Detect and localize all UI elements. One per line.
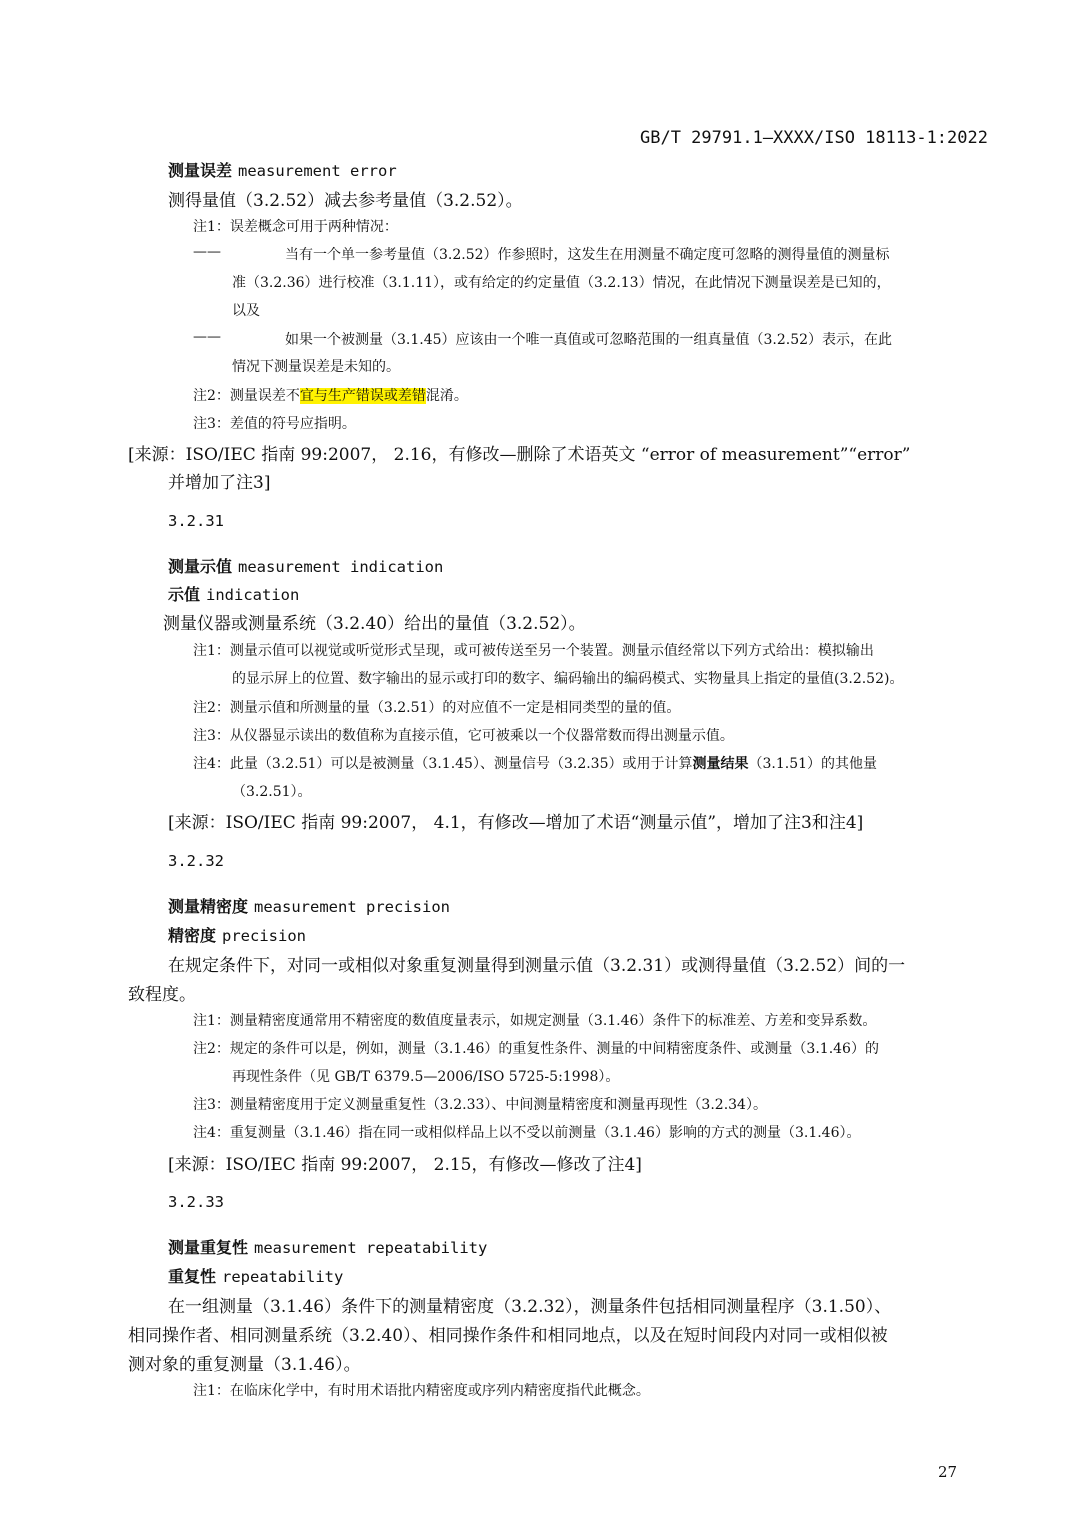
term-en: precision xyxy=(222,927,307,945)
term-heading xyxy=(168,158,397,181)
note: 注3：差值的符号应指明。 xyxy=(193,416,356,432)
note: 注1：误差概念可用于两种情况： xyxy=(193,219,398,235)
term-en: measurement error xyxy=(238,162,397,180)
source-citation: 并增加了注3] xyxy=(168,473,271,493)
note: 注2：规定的条件可以是，例如，测量（3.1.46）的重复性条件、测量的中间精密度条件、或测量（3.1.46）的 xyxy=(193,1041,879,1057)
note: 注1：测量精密度通常用不精密度的数值度量表示，如规定测量（3.1.46）条件下的标准差、方差和变异系数。 xyxy=(193,1013,877,1029)
highlighted-text: 宜与生产错误或差错 xyxy=(299,388,426,404)
note: 注1：在临床化学中，有时用术语批内精密度或序列内精密度指代此概念。 xyxy=(193,1383,650,1399)
note-text: 注2：测量误差不 xyxy=(193,388,300,404)
note-text: 准（3.2.36）进行校准（3.1.11），或有给定的约定量值（3.2.13）情况，在此情况下测量误差是已知的， xyxy=(232,275,891,291)
note-text: 注4：此量（3.2.51）可以是被测量（3.1.45）、测量信号（3.2.35）或用于计算 xyxy=(193,756,693,772)
term-en: measurement repeatability xyxy=(254,1239,488,1257)
note: 注2：测量示值和所测量的量（3.2.51）的对应值不一定是相同类型的量的值。 xyxy=(193,700,681,716)
note-text: 的显示屏上的位置、数字输出的显示或打印的数字、编码输出的编码模式、实物量具上指定的量值(3.2.52)。 xyxy=(232,671,904,687)
note xyxy=(193,753,877,773)
term-zh: 精密度 xyxy=(168,926,217,945)
note-text: 如果一个被测量（3.1.45）应该由一个唯一真值或可忽略范围的一组真量值（3.2.52）表示，在此 xyxy=(285,332,893,348)
note: 注3：从仪器显示读出的数值称为直接示值，它可被乘以一个仪器常数而得出测量示值。 xyxy=(193,728,734,744)
entry-number: 3.2.31 xyxy=(168,512,224,530)
term-en: measurement precision xyxy=(254,898,450,916)
list-dash: —— xyxy=(193,329,221,345)
source-citation: [来源：ISO/IEC 指南 99:2007， 2.15，有修改—修改了注4] xyxy=(168,1155,642,1175)
alt-term-heading xyxy=(168,582,299,605)
source-citation: [来源：ISO/IEC 指南 99:2007， 2.16，有修改—删除了术语英文 “error of measurement”“error” xyxy=(128,445,911,465)
note-text: （3.2.51）。 xyxy=(232,784,312,800)
note xyxy=(193,385,468,405)
entry-number: 3.2.32 xyxy=(168,852,224,870)
term-en: measurement indication xyxy=(238,558,444,576)
entry-number: 3.2.33 xyxy=(168,1193,224,1211)
definition: 测对象的重复测量（3.1.46）。 xyxy=(128,1355,361,1375)
note: 注1：测量示值可以视觉或听觉形式呈现，或可被传送至另一个装置。测量示值经常以下列方式给出：模拟输出 xyxy=(193,643,874,659)
term-en: indication xyxy=(206,586,300,604)
note-text: 当有一个单一参考量值（3.2.52）作参照时，这发生在用测量不确定度可忽略的测得量值的测量标 xyxy=(285,247,890,263)
note-text: 再现性条件（见 GB/T 6379.5—2006/ISO 5725-5:1998）。 xyxy=(232,1069,620,1085)
definition: 测量仪器或测量系统（3.2.40）给出的量值（3.2.52）。 xyxy=(163,614,586,634)
definition: 测得量值（3.2.52）减去参考量值（3.2.52）。 xyxy=(168,191,523,211)
note-text: 情况下测量误差是未知的。 xyxy=(232,359,400,375)
list-dash: —— xyxy=(193,244,221,260)
definition: 在一组测量（3.1.46）条件下的测量精密度（3.2.32），测量条件包括相同测量程序（3.1.50）、 xyxy=(168,1297,892,1317)
note-text: 以及 xyxy=(232,303,260,319)
term-zh: 示值 xyxy=(168,585,201,604)
term-en: repeatability xyxy=(222,1268,344,1286)
term-heading xyxy=(168,894,450,917)
term-heading xyxy=(168,1235,487,1258)
definition: 致程度。 xyxy=(128,985,196,1005)
note: 注3：测量精密度用于定义测量重复性（3.2.33）、中间测量精密度和测量再现性（3.2.34）。 xyxy=(193,1097,767,1113)
term-zh: 测量示值 xyxy=(168,557,233,576)
alt-term-heading xyxy=(168,923,306,946)
definition: 相同操作者、相同测量系统（3.2.40）、相同操作条件和相同地点，以及在短时间段内对同一或相似被 xyxy=(128,1326,888,1346)
standard-header: GB/T 29791.1—XXXX/ISO 18113-1:2022 xyxy=(640,128,988,148)
alt-term-heading xyxy=(168,1264,343,1287)
note: 注4：重复测量（3.1.46）指在同一或相似样品上以不受以前测量（3.1.46）影响的方式的测量（3.1.46）。 xyxy=(193,1125,861,1141)
term-zh: 重复性 xyxy=(168,1267,217,1286)
bold-term: 测量结果 xyxy=(692,756,749,772)
term-zh: 测量重复性 xyxy=(168,1238,249,1257)
note-text: 混淆。 xyxy=(425,388,468,404)
term-heading xyxy=(168,554,443,577)
definition: 在规定条件下，对同一或相似对象重复测量得到测量示值（3.2.31）或测得量值（3.2.52）间的一 xyxy=(168,956,906,976)
page-number: 27 xyxy=(938,1463,958,1481)
term-zh: 测量误差 xyxy=(168,161,233,180)
term-zh: 测量精密度 xyxy=(168,897,249,916)
source-citation: [来源：ISO/IEC 指南 99:2007， 4.1，有修改—增加了术语“测量示值”，增加了注3和注4] xyxy=(168,813,864,833)
note-text: （3.1.51）的其他量 xyxy=(748,756,878,772)
